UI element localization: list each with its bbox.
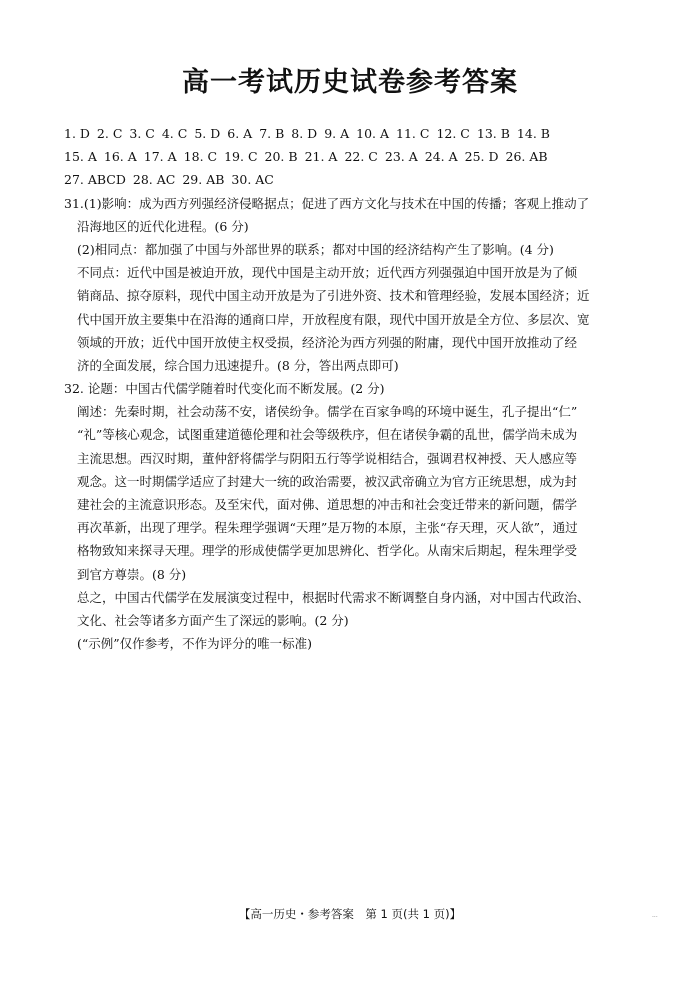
- answer-item: 7. B: [259, 126, 285, 141]
- answer-item: 1. D: [64, 126, 90, 141]
- q32-line: 格物致知来探寻天理。理学的形成使儒学更加思辨化、哲学化。从南宋后期起，程朱理学受: [77, 543, 578, 559]
- answer-item: 19. C: [224, 149, 258, 165]
- answer-item: 25. D: [464, 149, 499, 165]
- q32-line: 再次革新，出现了理学。程朱理学强调“天理”是万物的本原，主张“存天理，灭人欲”，通过: [77, 520, 578, 536]
- q31-line: 沿海地区的近代化进程。(6 分): [77, 218, 249, 234]
- q32-line: (“示例”仅作参考，不作为评分的唯一标准): [77, 636, 313, 652]
- answer-item: 22. C: [344, 149, 378, 165]
- q32-line: 主流思想。西汉时期，董仲舒将儒学与阴阳五行等学说相结合，强调君权神授、天人感应等: [77, 450, 578, 466]
- q32-line: 阐述：先秦时期，社会动荡不安，诸侯纷争。儒学在百家争鸣的环境中诞生，孔子提出“仁”: [77, 404, 578, 420]
- corner-mark: ...: [652, 912, 658, 919]
- answer-item: 28. AC: [132, 172, 176, 188]
- answer-item: 23. A: [384, 149, 418, 165]
- answer-item: 18. C: [183, 149, 218, 165]
- answer-item: 9. A: [324, 126, 350, 141]
- q32-line: “礼”等核心观念，试图重建道德伦理和社会等级秩序，但在诸侯争霸的乱世，儒学尚未成为: [77, 427, 578, 443]
- answers-row-2: [64, 145, 644, 168]
- answer-item: 14. B: [516, 126, 550, 141]
- answer-item: 16. A: [103, 149, 137, 165]
- answer-content: [64, 122, 644, 655]
- answer-item: 3. C: [129, 126, 155, 141]
- q31-line: 领域的开放；近代中国开放使主权受损，经济沦为西方列强的附庸，现代中国开放推动了经: [77, 334, 578, 350]
- answers-row-1: [64, 122, 644, 145]
- answer-item: 27. ABCD: [64, 172, 126, 188]
- answer-item: 21. A: [304, 149, 338, 165]
- answer-item: 30. AC: [231, 172, 274, 188]
- answer-item: 12. C: [436, 126, 470, 141]
- answer-item: 4. C: [161, 126, 188, 141]
- answer-item: 13. B: [476, 126, 510, 141]
- q31-line: 31.(1)影响：成为西方列强经济侵略据点；促进了西方文化与技术在中国的传播；客观上推动了: [64, 195, 590, 211]
- answer-item: 29. AB: [182, 172, 225, 188]
- answer-item: 17. A: [143, 149, 177, 165]
- q31-line: 代中国开放主要集中在沿海的通商口岸，开放程度有限，现代中国开放是全方位、多层次、宽: [77, 311, 590, 327]
- q32-line: 到官方尊崇。(8 分): [77, 566, 187, 582]
- page-title: 高一考试历史试卷参考答案: [182, 67, 518, 98]
- q32-line: 观念。这一时期儒学适应了封建大一统的政治需要，被汉武帝确立为官方正统思想，成为封: [77, 473, 578, 489]
- q31-line: 不同点：近代中国是被迫开放，现代中国是主动开放；近代西方列强强迫中国开放是为了倾: [77, 265, 578, 281]
- answer-item: 11. C: [396, 126, 430, 141]
- q32-line: 文化、社会等诸多方面产生了深远的影响。(2 分): [77, 612, 349, 628]
- answer-item: 10. A: [356, 126, 390, 141]
- answer-item: 15. A: [64, 149, 97, 165]
- answer-item: 26. AB: [505, 149, 548, 165]
- answer-item: 5. D: [194, 126, 221, 141]
- q32-line: 总之，中国古代儒学在发展演变过程中，根据时代需求不断调整自身内涵，对中国古代政治、: [77, 589, 590, 605]
- answers-row-3: [64, 168, 644, 191]
- answer-item: 2. C: [96, 126, 123, 141]
- q31-line: 销商品、掠夺原料，现代中国主动开放是为了引进外资、技术和管理经验，发展本国经济；近: [77, 288, 590, 304]
- q31-line: 济的全面发展，综合国力迅速提升。(8 分，答出两点即可): [77, 357, 399, 373]
- q31-line: (2)相同点：都加强了中国与外部世界的联系；都对中国的经济结构产生了影响。(4 分): [77, 241, 554, 257]
- answer-item: 6. A: [227, 126, 253, 141]
- answer-item: 24. A: [424, 149, 458, 165]
- q32-line: 32. 论题：中国古代儒学随着时代变化而不断发展。(2 分): [64, 381, 385, 397]
- answer-item: 20. B: [264, 149, 298, 165]
- page-footer: 【高一历史・参考答案 第 1 页(共 1 页)】: [238, 907, 462, 921]
- q32-line: 建社会的主流意识形态。及至宋代，面对佛、道思想的冲击和社会变迁带来的新问题，儒学: [77, 497, 578, 512]
- answer-item: 8. D: [291, 126, 318, 141]
